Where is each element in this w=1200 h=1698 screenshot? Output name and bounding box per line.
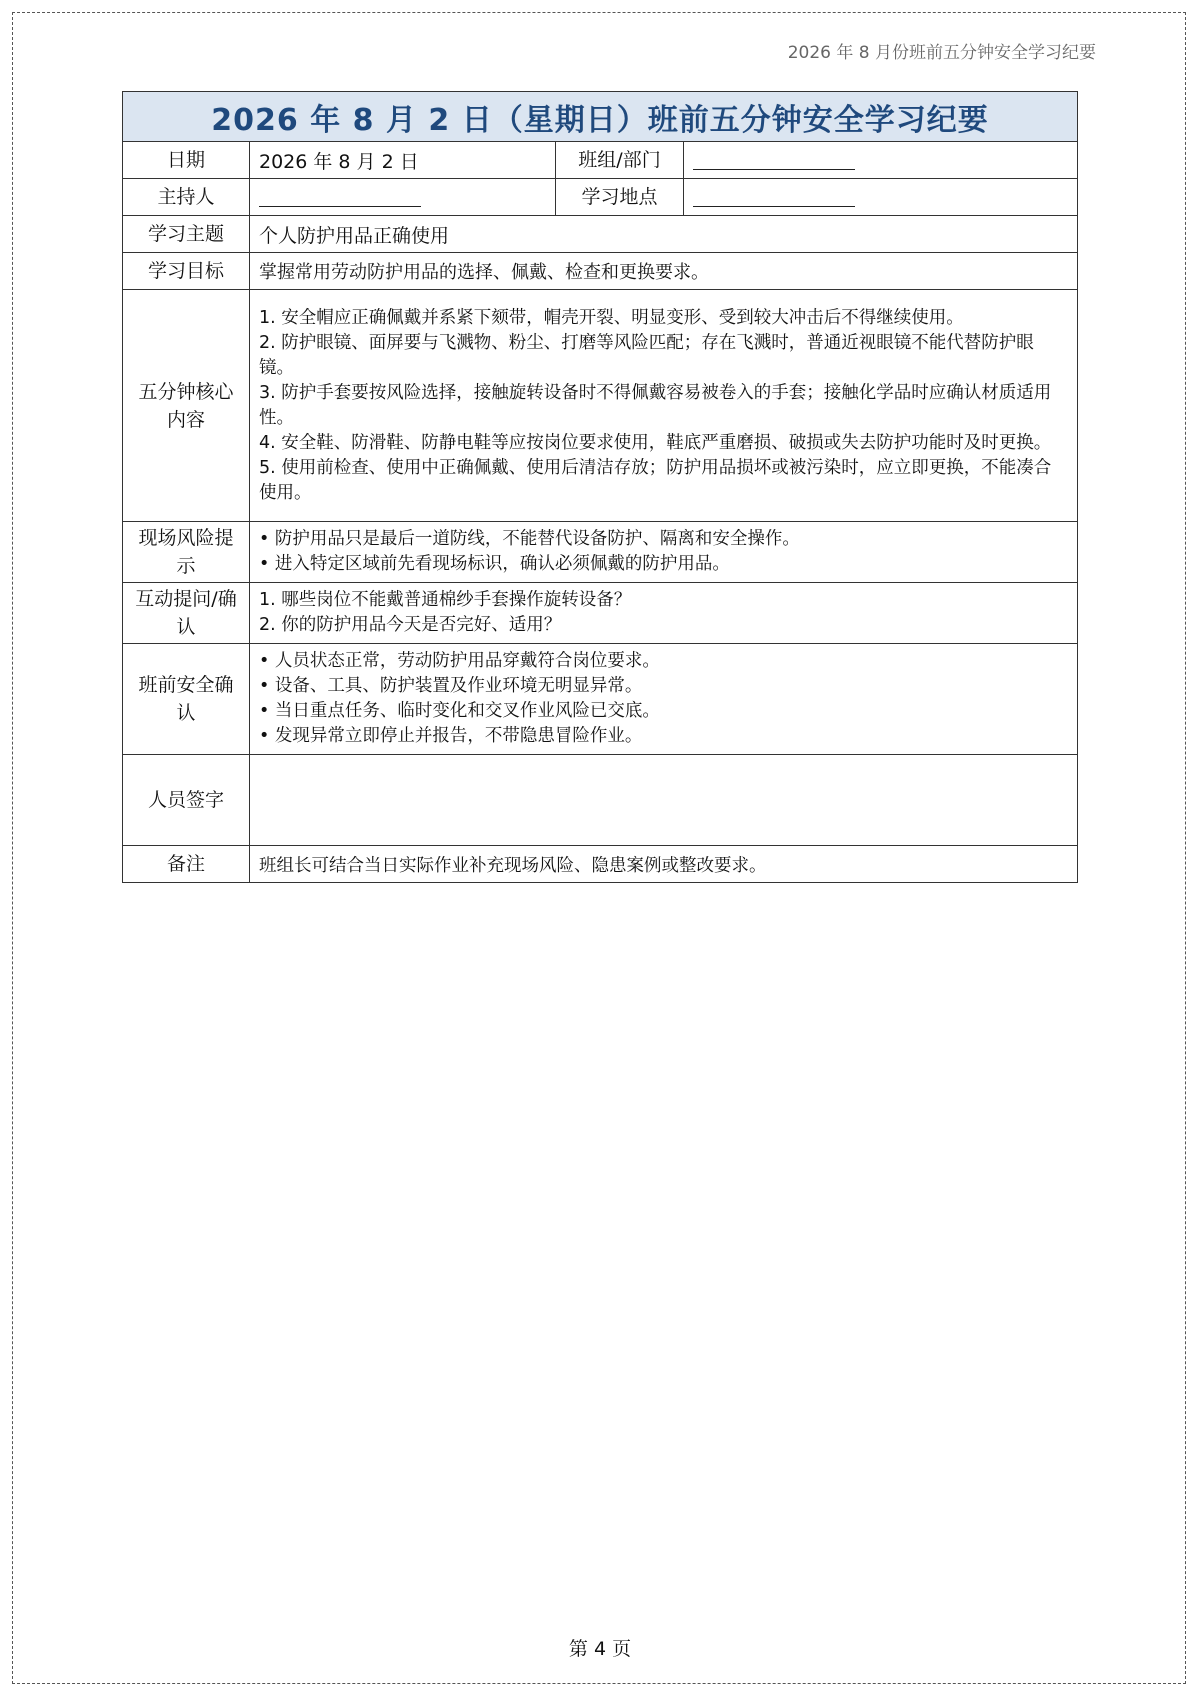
confirm-item: • 人员状态正常，劳动防护用品穿戴符合岗位要求。 [259,651,660,671]
header-note: 2026 年 8 月份班前五分钟安全学习纪要 [787,43,1096,63]
host-blank-line [259,188,421,207]
questions-label: 互动提问/确认 [123,583,250,644]
confirm-item: • 设备、工具、防护装置及作业环境无明显异常。 [259,676,643,696]
core-content [250,290,1078,522]
remark-label: 备注 [123,846,250,883]
signature-field[interactable] [250,755,1078,846]
team-field[interactable] [684,142,1078,179]
date-label: 日期 [123,142,250,179]
confirm-content [250,644,1078,755]
team-label: 班组/部门 [556,142,684,179]
page-number: 第 4 页 [568,1638,632,1660]
confirm-label: 班前安全确认 [123,644,250,755]
core-item: 1. 安全帽应正确佩戴并系紧下颏带，帽壳开裂、明显变形、受到较大冲击后不得继续使用。 [259,307,964,328]
location-field[interactable] [684,179,1078,216]
goal-value: 掌握常用劳动防护用品的选择、佩戴、检查和更换要求。 [250,253,1078,290]
signature-label: 人员签字 [123,755,250,846]
risk-item: • 防护用品只是最后一道防线，不能替代设备防护、隔离和安全操作。 [259,529,800,549]
core-item: 5. 使用前检查、使用中正确佩戴、使用后清洁存放；防护用品损坏或被污染时，应立即更换，不能凑合使用。 [259,457,1052,503]
remark-value: 班组长可结合当日实际作业补充现场风险、隐患案例或整改要求。 [250,846,1078,883]
host-label: 主持人 [123,179,250,216]
topic-value: 个人防护用品正确使用 [250,216,1078,253]
location-label: 学习地点 [556,179,684,216]
confirm-item: • 当日重点任务、临时变化和交叉作业风险已交底。 [259,701,660,721]
location-blank-line [693,188,855,207]
minutes-table [122,91,1078,883]
document-title: 2026 年 8 月 2 日（星期日）班前五分钟安全学习纪要 [123,92,1078,142]
risk-item: • 进入特定区域前先看现场标识，确认必须佩戴的防护用品。 [259,554,730,574]
date-value: 2026 年 8 月 2 日 [250,142,556,179]
question-item: 1. 哪些岗位不能戴普通棉纱手套操作旋转设备？ [259,590,632,610]
questions-content [250,583,1078,644]
goal-label: 学习目标 [123,253,250,290]
risk-label: 现场风险提示 [123,522,250,583]
team-blank-line [693,151,855,170]
core-item: 4. 安全鞋、防滑鞋、防静电鞋等应按岗位要求使用，鞋底严重磨损、破损或失去防护功能时及时更换。 [259,432,1052,453]
core-item: 3. 防护手套要按风险选择，接触旋转设备时不得佩戴容易被卷入的手套；接触化学品时应确认材质适用性。 [259,382,1052,428]
confirm-item: • 发现异常立即停止并报告，不带隐患冒险作业。 [259,726,643,746]
core-label: 五分钟核心内容 [123,290,250,522]
risk-content [250,522,1078,583]
topic-label: 学习主题 [123,216,250,253]
question-item: 2. 你的防护用品今天是否完好、适用？ [259,615,562,635]
host-field[interactable] [250,179,556,216]
core-item: 2. 防护眼镜、面屏要与飞溅物、粉尘、打磨等风险匹配；存在飞溅时，普通近视眼镜不能代替防护眼镜。 [259,332,1034,378]
